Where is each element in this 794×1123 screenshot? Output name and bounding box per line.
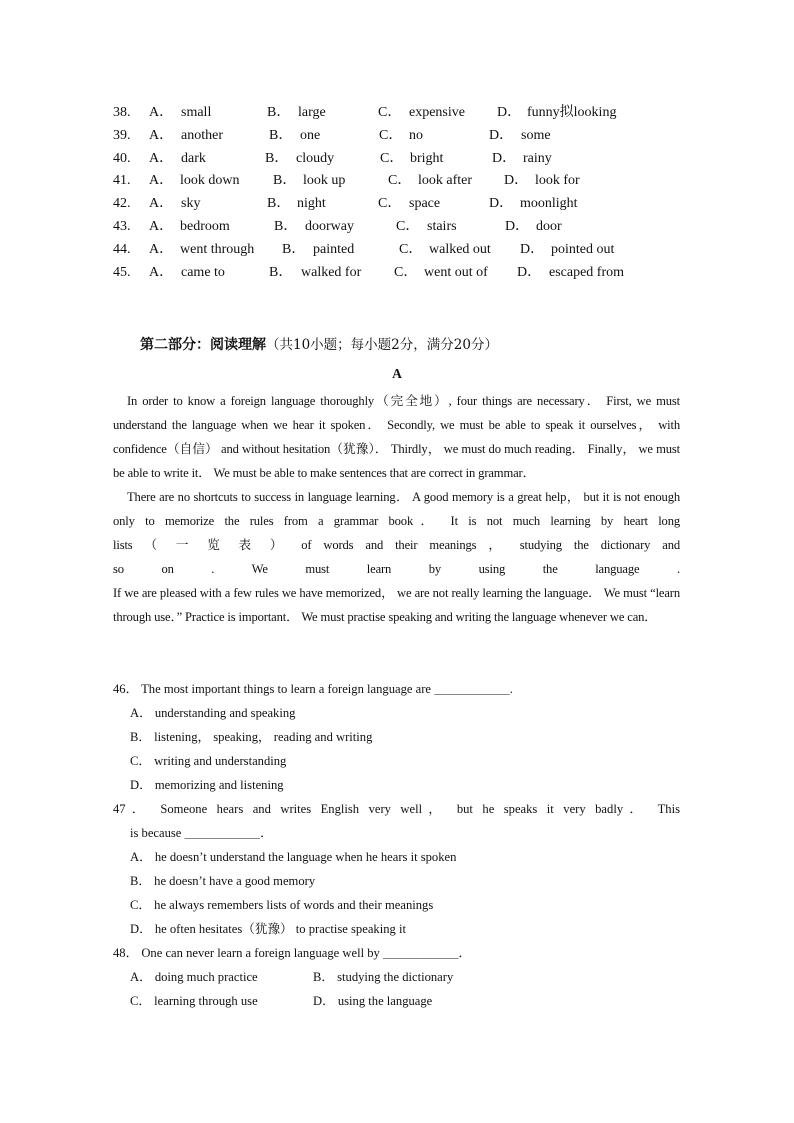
option-letter: B． <box>269 264 293 280</box>
option-text: went out of <box>424 264 488 280</box>
option-text: large <box>298 105 326 120</box>
option-letter: A． <box>149 150 174 166</box>
option-text: rainy <box>523 150 552 166</box>
question-41 <box>113 170 713 193</box>
option-text: another <box>181 127 223 143</box>
option-letter: B． <box>273 173 297 189</box>
option-letter: D． <box>489 127 514 143</box>
option-letter: B． <box>274 218 298 234</box>
option-c: C． writing and understanding <box>130 754 287 768</box>
option-b: B． he doesn’t have a good memory <box>130 874 316 888</box>
section-subtitle: （共10小题；每小题2分，满分20分） <box>266 337 498 353</box>
option-text: one <box>300 127 321 143</box>
question-47 <box>113 797 680 941</box>
option-letter: C． <box>388 173 412 189</box>
option-letter: D． <box>492 150 517 166</box>
option-c: C． he always remembers lists of words and their meanings <box>130 898 434 912</box>
option-letter: A． <box>149 173 174 189</box>
option-a: A． he doesn’t understand the language when he hears it spoken <box>130 850 457 864</box>
question-45 <box>113 262 713 285</box>
option-text: escaped from <box>549 264 625 280</box>
option-text: funny拟looking <box>527 105 617 120</box>
question-number: 38. <box>113 105 131 120</box>
option-text: bright <box>410 150 444 166</box>
question-46 <box>113 677 680 797</box>
question-number: 45. <box>113 264 131 280</box>
question-stem: 48． One can never learn a foreign language well by ＿＿＿＿＿＿． <box>113 946 472 960</box>
option-letter: C． <box>394 264 418 280</box>
option-text: expensive <box>409 105 465 120</box>
option-text: space <box>409 196 441 212</box>
question-number: 43. <box>113 218 131 234</box>
option-b: B． studying the dictionary <box>313 970 454 984</box>
question-stem-continued: is because ＿＿＿＿＿＿． <box>130 826 273 840</box>
option-text: no <box>409 127 423 143</box>
option-letter: A． <box>149 264 174 280</box>
option-letter: D． <box>517 264 542 280</box>
option-letter: A． <box>149 196 174 212</box>
option-letter: D． <box>504 173 529 189</box>
option-letter: D． <box>489 196 514 212</box>
option-text: went through <box>180 241 255 257</box>
option-text: door <box>536 218 562 234</box>
option-letter: A． <box>149 218 174 234</box>
reading-passage <box>113 389 680 629</box>
passage-label: A <box>392 366 402 381</box>
option-letter: C． <box>378 196 402 212</box>
option-d: D． memorizing and listening <box>130 778 284 792</box>
option-letter: C． <box>378 105 402 120</box>
option-text: pointed out <box>551 241 615 257</box>
question-42 <box>113 193 713 216</box>
question-number: 42. <box>113 196 131 212</box>
option-text: night <box>297 196 326 212</box>
question-40 <box>113 148 713 171</box>
passage-paragraph-2c: so on . We must learn by using the language . <box>113 562 680 576</box>
question-43 <box>113 216 713 239</box>
option-row-cd <box>113 989 680 1013</box>
option-letter: D． <box>520 241 545 257</box>
option-text: walked out <box>429 241 491 257</box>
passage-paragraph-2b: lists （ 一 览 表 ） of words and their meanings ， studying the dictionary and <box>113 538 680 552</box>
cloze-options <box>113 102 713 284</box>
section-title: 第二部分：阅读理解 <box>140 337 266 353</box>
option-text: stairs <box>427 218 457 234</box>
question-44 <box>113 239 713 262</box>
question-stem: 46． The most important things to learn a foreign language are ＿＿＿＿＿＿. <box>113 682 513 696</box>
passage-paragraph-2a: There are no shortcuts to success in language learning． A good memory is a great help， but it is not enough only to memorize the rules from a grammar book． It is not much learning by heart long <box>113 490 680 528</box>
question-stem: 47． Someone hears and writes English very well， but he speaks it very badly． This <box>113 802 680 816</box>
option-text: look down <box>180 173 240 189</box>
option-letter: C． <box>380 150 404 166</box>
question-number: 41. <box>113 173 131 189</box>
question-number: 39. <box>113 127 131 143</box>
passage-paragraph-2d: If we are pleased with a few rules we have memorized， we are not really learning the language． We must “learn through use．” Practice is important． We must practise speaking and writing the language whenever we can． <box>113 586 680 624</box>
option-letter: B． <box>265 150 289 166</box>
option-text: doorway <box>305 218 354 234</box>
option-text: look for <box>535 173 580 189</box>
option-text: some <box>521 127 551 143</box>
option-a: A． understanding and speaking <box>130 706 296 720</box>
option-d: D． he often hesitates（犹豫） to practise speaking it <box>130 922 406 936</box>
option-text: dark <box>181 150 206 166</box>
option-text: look up <box>303 173 346 189</box>
option-letter: B． <box>267 196 291 212</box>
option-letter: C． <box>379 127 403 143</box>
question-39 <box>113 125 713 148</box>
option-text: look after <box>418 173 473 189</box>
option-letter: B． <box>267 105 291 120</box>
option-letter: A． <box>149 241 174 257</box>
option-text: painted <box>313 241 355 257</box>
option-d: D． using the language <box>313 994 433 1008</box>
passage-paragraph-1: In order to know a foreign language thoroughly（完全地）, four things are necessary． First, we must understand the language when we hear it spoken． Secondly, we must be able to speak it ourselves， with confidence（自信） and without hesitation（犹豫）． Thirdly， we must do much reading． Finally， we must be able to write it． We must be able to make sentences that are correct in grammar． <box>113 394 680 480</box>
option-text: small <box>181 105 212 120</box>
question-number: 40. <box>113 150 131 166</box>
option-letter: C． <box>396 218 420 234</box>
option-text: cloudy <box>296 150 335 166</box>
section-header <box>140 333 498 354</box>
question-number: 44. <box>113 241 131 257</box>
option-row-ab <box>113 965 680 989</box>
option-b: B． listening， speaking， reading and writing <box>130 730 373 744</box>
option-text: walked for <box>301 264 362 280</box>
option-letter: B． <box>282 241 306 257</box>
option-text: moonlight <box>520 196 578 212</box>
option-letter: A． <box>149 105 174 120</box>
option-letter: D． <box>505 218 530 234</box>
option-letter: D． <box>497 105 522 120</box>
question-48 <box>113 941 680 1013</box>
option-letter: C． <box>399 241 423 257</box>
option-text: bedroom <box>180 218 230 234</box>
option-text: came to <box>181 264 225 280</box>
option-letter: B． <box>269 127 293 143</box>
option-letter: A． <box>149 127 174 143</box>
option-a: A． doing much practice <box>130 970 258 984</box>
option-text: sky <box>181 196 201 212</box>
question-38 <box>113 102 713 125</box>
option-c: C． learning through use <box>130 994 258 1008</box>
